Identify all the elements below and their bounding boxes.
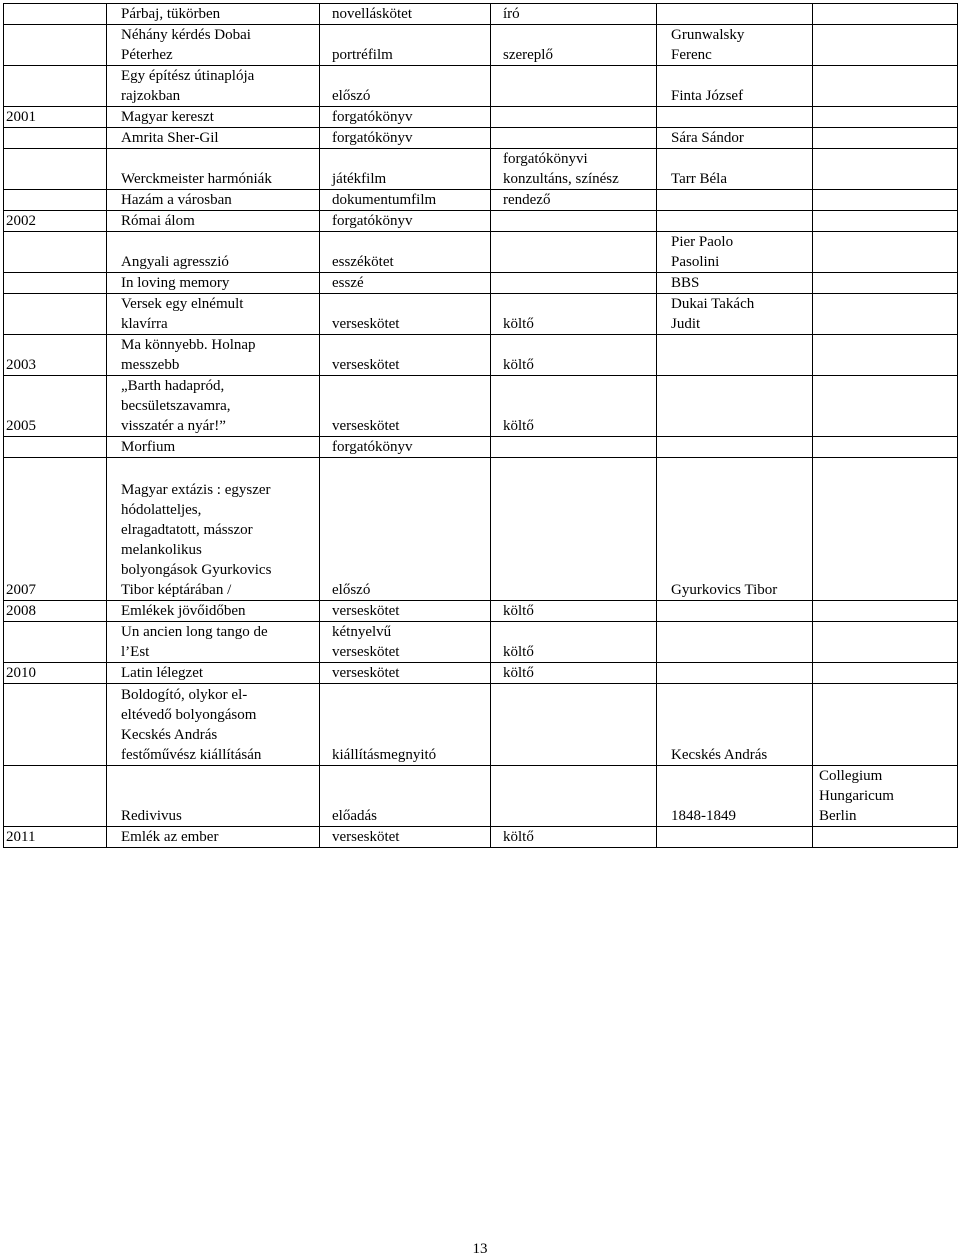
works-table bbox=[3, 3, 958, 848]
table-row bbox=[4, 211, 958, 232]
cell-year bbox=[4, 273, 107, 294]
cell-year bbox=[4, 622, 107, 663]
cell-role: költő bbox=[491, 376, 657, 437]
cell-person bbox=[657, 211, 813, 232]
cell-title: Un ancien long tango de l’Est bbox=[107, 622, 320, 663]
table-row bbox=[4, 376, 958, 437]
cell-extra bbox=[813, 827, 958, 848]
cell-role: költő bbox=[491, 601, 657, 622]
cell-genre: forgatókönyv bbox=[320, 128, 491, 149]
cell-role: forgatókönyvi konzultáns, színész bbox=[491, 149, 657, 190]
cell-person: Pier Paolo Pasolini bbox=[657, 232, 813, 273]
cell-person: Dukai Takách Judit bbox=[657, 294, 813, 335]
cell-year: 2001 bbox=[4, 107, 107, 128]
table-row bbox=[4, 601, 958, 622]
cell-genre: portréfilm bbox=[320, 25, 491, 66]
cell-extra bbox=[813, 128, 958, 149]
cell-title: Latin lélegzet bbox=[107, 663, 320, 684]
cell-extra bbox=[813, 232, 958, 273]
table-row bbox=[4, 190, 958, 211]
cell-year: 2003 bbox=[4, 335, 107, 376]
cell-extra bbox=[813, 107, 958, 128]
cell-role: rendező bbox=[491, 190, 657, 211]
cell-extra bbox=[813, 211, 958, 232]
cell-extra bbox=[813, 601, 958, 622]
cell-extra bbox=[813, 149, 958, 190]
cell-person: Tarr Béla bbox=[657, 149, 813, 190]
cell-role: költő bbox=[491, 827, 657, 848]
cell-role bbox=[491, 107, 657, 128]
cell-extra bbox=[813, 622, 958, 663]
cell-person bbox=[657, 827, 813, 848]
cell-genre: esszékötet bbox=[320, 232, 491, 273]
cell-title: Magyar kereszt bbox=[107, 107, 320, 128]
cell-genre: kiállításmegnyitó bbox=[320, 684, 491, 766]
cell-person bbox=[657, 190, 813, 211]
cell-title: Ma könnyebb. Holnap messzebb bbox=[107, 335, 320, 376]
cell-role bbox=[491, 128, 657, 149]
cell-person bbox=[657, 4, 813, 25]
table-row bbox=[4, 684, 958, 766]
cell-title: Magyar extázis : egyszer hódolatteljes, elragadtatott, másszor melankolikus bolyongások Gyurkovics Tibor képtárában / bbox=[107, 458, 320, 601]
cell-genre: verseskötet bbox=[320, 294, 491, 335]
cell-role: költő bbox=[491, 663, 657, 684]
cell-genre: forgatókönyv bbox=[320, 437, 491, 458]
table-row bbox=[4, 149, 958, 190]
cell-title: Versek egy elnémult klavírra bbox=[107, 294, 320, 335]
cell-title: Amrita Sher-Gil bbox=[107, 128, 320, 149]
cell-genre: verseskötet bbox=[320, 827, 491, 848]
cell-title: Emlék az ember bbox=[107, 827, 320, 848]
cell-extra bbox=[813, 684, 958, 766]
cell-genre: verseskötet bbox=[320, 663, 491, 684]
cell-extra bbox=[813, 376, 958, 437]
cell-title: Boldogító, olykor el- eltévedő bolyongásom Kecskés András festőművész kiállításán bbox=[107, 684, 320, 766]
cell-title: „Barth hadapród, becsületszavamra, visszatér a nyár!” bbox=[107, 376, 320, 437]
cell-year bbox=[4, 766, 107, 827]
cell-person: Kecskés András bbox=[657, 684, 813, 766]
cell-role bbox=[491, 66, 657, 107]
cell-title: Párbaj, tükörben bbox=[107, 4, 320, 25]
table-row bbox=[4, 827, 958, 848]
table-row bbox=[4, 458, 958, 601]
table-row bbox=[4, 335, 958, 376]
cell-genre: dokumentumfilm bbox=[320, 190, 491, 211]
table-row bbox=[4, 766, 958, 827]
cell-genre: kétnyelvű verseskötet bbox=[320, 622, 491, 663]
cell-year: 2002 bbox=[4, 211, 107, 232]
cell-extra bbox=[813, 190, 958, 211]
cell-person: Sára Sándor bbox=[657, 128, 813, 149]
cell-year: 2010 bbox=[4, 663, 107, 684]
cell-person bbox=[657, 107, 813, 128]
cell-role bbox=[491, 211, 657, 232]
table-row bbox=[4, 294, 958, 335]
cell-genre: verseskötet bbox=[320, 601, 491, 622]
cell-person bbox=[657, 437, 813, 458]
cell-title: Emlékek jövőidőben bbox=[107, 601, 320, 622]
table-row bbox=[4, 128, 958, 149]
cell-title: In loving memory bbox=[107, 273, 320, 294]
cell-extra bbox=[813, 335, 958, 376]
cell-person: 1848-1849 bbox=[657, 766, 813, 827]
table-row bbox=[4, 66, 958, 107]
cell-extra: Collegium Hungaricum Berlin bbox=[813, 766, 958, 827]
cell-year bbox=[4, 4, 107, 25]
cell-extra bbox=[813, 437, 958, 458]
cell-title: Werckmeister harmóniák bbox=[107, 149, 320, 190]
cell-extra bbox=[813, 4, 958, 25]
cell-person bbox=[657, 335, 813, 376]
cell-role bbox=[491, 273, 657, 294]
cell-genre: verseskötet bbox=[320, 335, 491, 376]
cell-extra bbox=[813, 66, 958, 107]
cell-title: Hazám a városban bbox=[107, 190, 320, 211]
cell-title: Római álom bbox=[107, 211, 320, 232]
cell-year bbox=[4, 437, 107, 458]
table-row bbox=[4, 232, 958, 273]
table-row bbox=[4, 437, 958, 458]
cell-person: Finta József bbox=[657, 66, 813, 107]
cell-role bbox=[491, 684, 657, 766]
cell-role: költő bbox=[491, 294, 657, 335]
cell-extra bbox=[813, 25, 958, 66]
cell-year bbox=[4, 128, 107, 149]
cell-year bbox=[4, 190, 107, 211]
table-row bbox=[4, 4, 958, 25]
cell-person bbox=[657, 376, 813, 437]
cell-year bbox=[4, 294, 107, 335]
cell-genre: előszó bbox=[320, 458, 491, 601]
cell-year bbox=[4, 684, 107, 766]
cell-role: költő bbox=[491, 622, 657, 663]
cell-role bbox=[491, 232, 657, 273]
cell-extra bbox=[813, 458, 958, 601]
table-row bbox=[4, 273, 958, 294]
cell-genre: esszé bbox=[320, 273, 491, 294]
cell-role: író bbox=[491, 4, 657, 25]
cell-extra bbox=[813, 273, 958, 294]
cell-role bbox=[491, 458, 657, 601]
cell-title: Redivivus bbox=[107, 766, 320, 827]
cell-extra bbox=[813, 294, 958, 335]
cell-person bbox=[657, 622, 813, 663]
cell-year bbox=[4, 232, 107, 273]
cell-title: Morfium bbox=[107, 437, 320, 458]
cell-role bbox=[491, 766, 657, 827]
cell-year: 2008 bbox=[4, 601, 107, 622]
cell-person: BBS bbox=[657, 273, 813, 294]
cell-genre: forgatókönyv bbox=[320, 211, 491, 232]
table-row bbox=[4, 622, 958, 663]
page-number: 13 bbox=[472, 1241, 488, 1257]
cell-person bbox=[657, 601, 813, 622]
cell-person: Gyurkovics Tibor bbox=[657, 458, 813, 601]
cell-year bbox=[4, 149, 107, 190]
cell-year bbox=[4, 25, 107, 66]
cell-title: Angyali agresszió bbox=[107, 232, 320, 273]
cell-year: 2005 bbox=[4, 376, 107, 437]
cell-role bbox=[491, 437, 657, 458]
cell-title: Néhány kérdés Dobai Péterhez bbox=[107, 25, 320, 66]
cell-genre: játékfilm bbox=[320, 149, 491, 190]
cell-title: Egy építész útinaplója rajzokban bbox=[107, 66, 320, 107]
cell-person bbox=[657, 663, 813, 684]
cell-role: költő bbox=[491, 335, 657, 376]
cell-genre: előadás bbox=[320, 766, 491, 827]
cell-year: 2011 bbox=[4, 827, 107, 848]
cell-extra bbox=[813, 663, 958, 684]
table-row bbox=[4, 107, 958, 128]
works-table-body bbox=[4, 4, 958, 848]
cell-year: 2007 bbox=[4, 458, 107, 601]
cell-genre: forgatókönyv bbox=[320, 107, 491, 128]
cell-genre: előszó bbox=[320, 66, 491, 107]
cell-person: Grunwalsky Ferenc bbox=[657, 25, 813, 66]
table-row bbox=[4, 663, 958, 684]
cell-genre: novelláskötet bbox=[320, 4, 491, 25]
cell-genre: verseskötet bbox=[320, 376, 491, 437]
cell-role: szereplő bbox=[491, 25, 657, 66]
table-row bbox=[4, 25, 958, 66]
cell-year bbox=[4, 66, 107, 107]
